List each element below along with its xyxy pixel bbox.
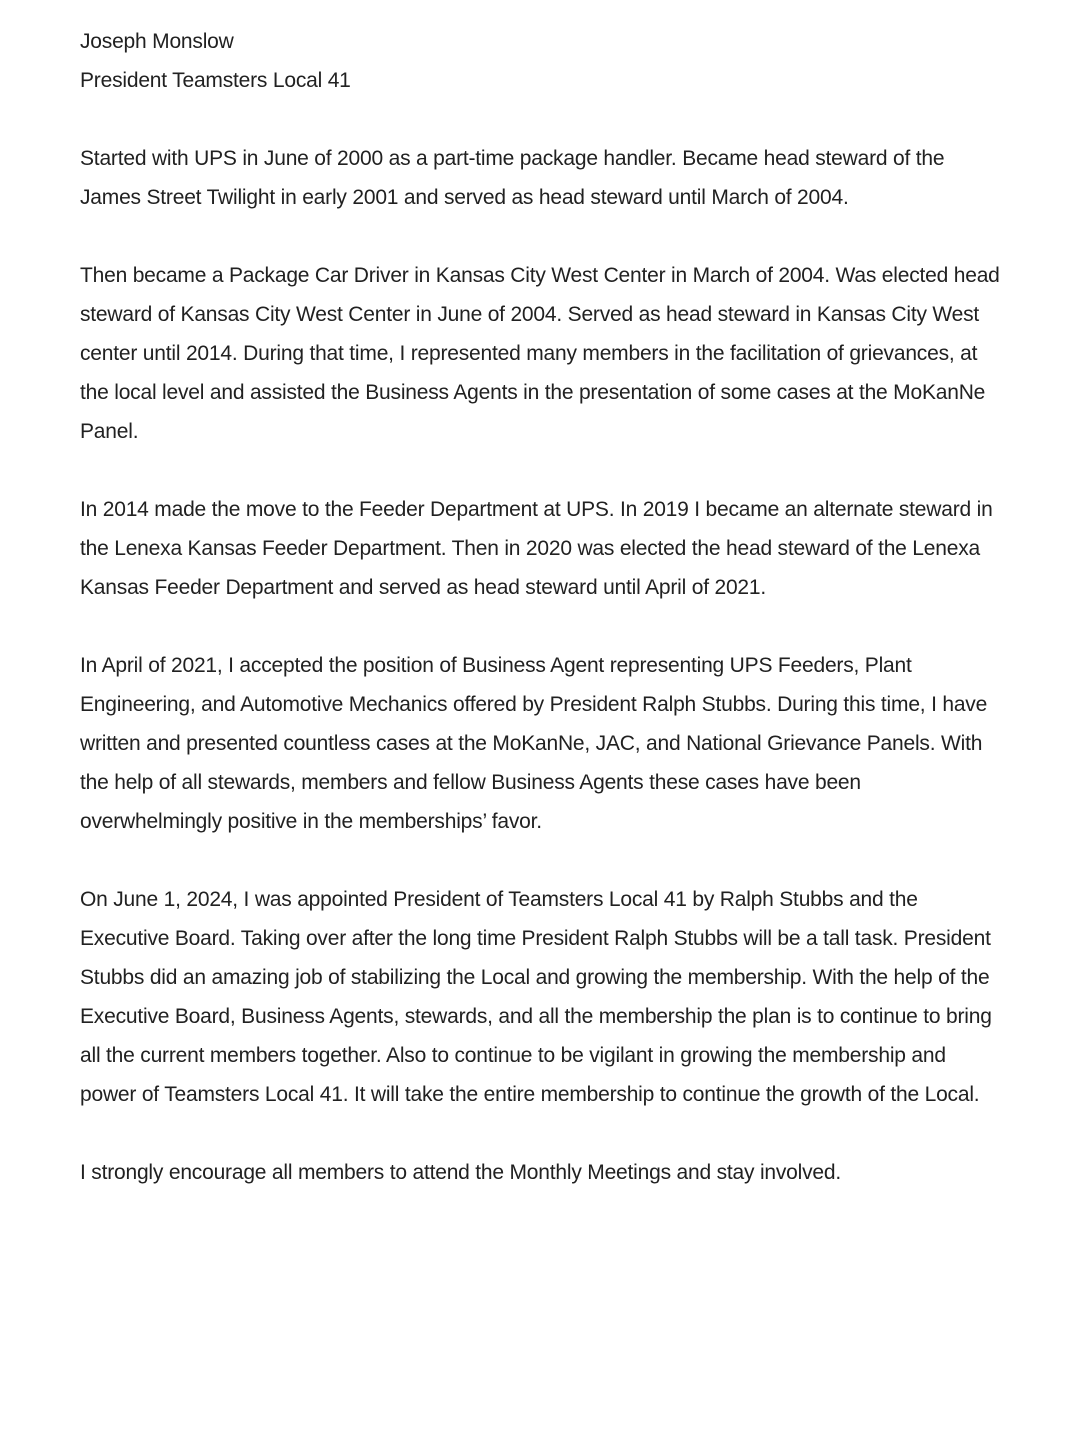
author-name: Joseph Monslow [80, 30, 234, 53]
document-header [80, 22, 1000, 100]
paragraph-feeder-department: In 2014 made the move to the Feeder Department at UPS. In 2019 I became an alternate steward in the Lenexa Kansas Feeder Department. Then in 2020 was elected the head steward of the Lenexa Kansas Feeder Department and served as head steward until April of 2021. [80, 498, 993, 599]
paragraph-president-appointment: On June 1, 2024, I was appointed President of Teamsters Local 41 by Ralph Stubbs and the Executive Board. Taking over after the long time President Ralph Stubbs will be a tall task. President Stubbs did an amazing job of stabilizing the Local and growing the membership. With the help of the Executive Board, Business Agents, stewards, and all the membership the plan is to continue to bring all the current members together. Also to continue to be vigilant in growing the membership and power of Teamsters Local 41. It will take the entire membership to continue the growth of the Local. [80, 888, 992, 1106]
paragraph-closing-encouragement: I strongly encourage all members to attend the Monthly Meetings and stay involved. [80, 1161, 842, 1184]
paragraph-package-car-driver: Then became a Package Car Driver in Kansas City West Center in March of 2004. Was elected head steward of Kansas City West Center in June of 2004. Served as head steward in Kansas City West center until 2014. During that time, I represented many members in the facilitation of grievances, at the local level and assisted the Business Agents in the presentation of some cases at the MoKanNe Panel. [80, 264, 1000, 443]
author-title: President Teamsters Local 41 [80, 69, 351, 92]
paragraph-early-career: Started with UPS in June of 2000 as a part-time package handler. Became head steward of the James Street Twilight in early 2001 and served as head steward until March of 2004. [80, 147, 945, 209]
paragraph-business-agent: In April of 2021, I accepted the position of Business Agent representing UPS Feeders, Plant Engineering, and Automotive Mechanics offered by President Ralph Stubbs. During this time, I have written and presented countless cases at the MoKanNe, JAC, and National Grievance Panels. With the help of all stewards, members and fellow Business Agents these cases have been overwhelmingly positive in the memberships’ favor. [80, 654, 988, 833]
document-body [80, 139, 1000, 1192]
